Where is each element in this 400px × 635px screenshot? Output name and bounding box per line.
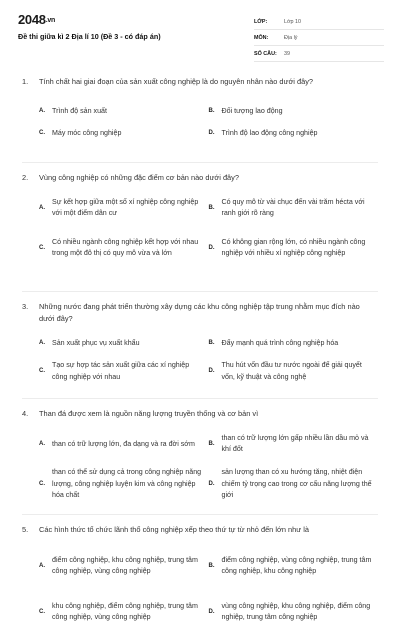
meta-label: SỐ CÂU: <box>254 50 277 57</box>
options <box>39 100 378 144</box>
options <box>39 333 378 389</box>
option-text: than có trữ lượng lớn, đa dạng và ra đời sớm <box>52 439 195 448</box>
option-row <box>39 100 378 122</box>
option-text: khu công nghiệp, điểm công nghiệp, trung tâm công nghiệp, vùng công nghiệp <box>52 601 198 622</box>
option-letter: B. <box>208 107 215 114</box>
option-letter: D. <box>208 368 215 375</box>
option-letter: A. <box>39 562 45 569</box>
option-letter: D. <box>208 608 215 615</box>
option-a[interactable] <box>39 100 209 122</box>
question-3 <box>22 292 378 398</box>
option-text: điểm công nghiệp, khu công nghiệp, trung tâm công nghiệp, vùng công nghiệp <box>52 555 198 576</box>
question-number: 1. <box>22 77 29 86</box>
option-letter: A. <box>39 340 45 347</box>
option-letter: C. <box>39 608 45 615</box>
question-text: Những nước đang phát triển thường xây dựng các khu công nghiệp tập trung nhằm mục đích nào dưới đây? <box>39 302 360 324</box>
option-letter: B. <box>208 440 215 447</box>
option-row <box>39 461 378 507</box>
option-text: sản lượng than có xu hướng tăng, nhiệt điện chiếm tỷ trọng cao trong cơ cấu năng lượng thế giới <box>221 468 372 500</box>
option-b[interactable] <box>209 427 379 461</box>
option-row <box>39 191 378 225</box>
option-letter: C. <box>39 368 45 375</box>
question-stem <box>22 524 378 536</box>
option-text: Có không gian rộng lớn, có nhiều ngành công nghiệp với nhiều xí nghiệp công nghiệp <box>221 237 366 258</box>
question-stem <box>22 408 378 420</box>
option-text: Trình độ lao động công nghiệp <box>221 128 318 137</box>
question-text: Tính chất hai giai đoạn của sản xuất công nghiệp là do nguyên nhân nào dưới đây? <box>39 77 314 86</box>
option-c[interactable] <box>39 225 209 271</box>
exam-title: Đề thi giữa kì 2 Địa lí 10 (Đề 3 - có đáp án) <box>18 32 161 41</box>
question-stem <box>22 76 378 88</box>
meta-value: 39 <box>284 50 290 57</box>
meta-value: Địa lý <box>284 34 298 41</box>
question-stem <box>22 301 378 326</box>
option-text: Đẩy mạnh quá trình công nghiệp hóa <box>221 339 339 348</box>
question-number: 4. <box>22 409 29 418</box>
option-text: điểm công nghiệp, vùng công nghiệp, trung tâm công nghiệp, khu công nghiệp <box>221 555 372 576</box>
option-row <box>39 589 378 635</box>
logo-suffix: .vn <box>45 17 55 24</box>
question-2 <box>22 163 378 291</box>
option-row <box>39 333 378 355</box>
meta-label: LỚP: <box>254 18 268 25</box>
option-a[interactable] <box>39 191 209 225</box>
option-letter: D. <box>208 244 215 251</box>
question-text: Than đá được xem là nguồn năng lượng truyền thống và cơ bản vì <box>39 409 259 418</box>
option-text: Có quy mô từ vài chục đến vài trăm hécta với ranh giới rõ ràng <box>221 197 365 218</box>
option-d[interactable] <box>209 225 379 271</box>
option-c[interactable] <box>39 589 209 635</box>
options <box>39 543 378 635</box>
option-text: Có nhiều ngành công nghiệp kết hợp với nhau trong một đô thị có quy mô vừa và lớn <box>52 237 199 258</box>
question-number: 5. <box>22 525 29 534</box>
options <box>39 191 378 271</box>
option-text: Máy móc công nghiệp <box>52 128 122 137</box>
question-number: 2. <box>22 173 29 182</box>
option-letter: B. <box>208 204 215 211</box>
option-a[interactable] <box>39 427 209 461</box>
option-letter: C. <box>39 244 45 251</box>
question-5 <box>22 515 378 622</box>
option-letter: C. <box>39 480 45 487</box>
question-4 <box>22 399 378 514</box>
option-text: Trình độ sản xuất <box>52 106 107 115</box>
option-row <box>39 427 378 461</box>
option-letter: A. <box>39 107 45 114</box>
question-stem <box>22 172 378 184</box>
option-c[interactable] <box>39 122 209 144</box>
option-c[interactable] <box>39 355 209 389</box>
option-text: vùng công nghiệp, khu công nghiệp, điểm công nghiệp, trung tâm công nghiệp <box>221 601 371 622</box>
logo-text: 2048 <box>18 12 46 27</box>
option-b[interactable] <box>209 191 379 225</box>
question-text: Vùng công nghiệp có những đặc điểm cơ bản nào dưới đây? <box>39 173 239 182</box>
option-d[interactable] <box>209 355 379 389</box>
option-a[interactable] <box>39 543 209 589</box>
option-text: Sản xuất phục vụ xuất khẩu <box>52 339 140 348</box>
option-d[interactable] <box>209 122 379 144</box>
meta-row-count <box>254 46 384 62</box>
option-letter: B. <box>208 340 215 347</box>
option-letter: D. <box>208 129 215 136</box>
page-header <box>0 0 400 62</box>
question-list <box>0 76 400 622</box>
option-text: than có trữ lượng lớn gấp nhiều lần dầu mỏ và khí đốt <box>221 433 369 454</box>
option-text: than có thể sử dụng cả trong công nghiệp năng lượng, công nghiệp luyện kim và công nghiệp hóa chất <box>52 468 202 500</box>
option-text: Tạo sự hợp tác sản xuất giữa các xí nghiệp công nghiệp với nhau <box>52 361 190 381</box>
option-text: Sự kết hợp giữa một số xí nghiệp công nghiệp với một điểm dân cư <box>52 197 199 218</box>
option-letter: A. <box>39 440 45 447</box>
option-row <box>39 355 378 389</box>
meta-row-class <box>254 14 384 30</box>
question-text: Các hình thức tổ chức lãnh thổ công nghiệp xếp theo thứ tự từ nhỏ đến lớn như là <box>39 525 309 534</box>
option-letter: A. <box>39 204 45 211</box>
exam-meta <box>254 14 384 62</box>
options <box>39 427 378 507</box>
meta-value: Lớp 10 <box>284 18 302 25</box>
option-text: Thu hút vốn đầu tư nước ngoài để giải quyết vốn, kỹ thuật và công nghệ <box>221 361 362 381</box>
option-text: Đối tượng lao động <box>221 106 283 115</box>
option-b[interactable] <box>209 543 379 589</box>
question-1 <box>22 76 378 162</box>
option-b[interactable] <box>209 100 379 122</box>
option-row <box>39 225 378 271</box>
meta-row-subject <box>254 30 384 46</box>
question-number: 3. <box>22 302 29 311</box>
option-row <box>39 122 378 144</box>
option-letter: D. <box>208 480 215 487</box>
option-letter: C. <box>39 129 45 136</box>
site-logo[interactable] <box>18 12 55 27</box>
meta-label: MÔN: <box>254 34 269 41</box>
option-d[interactable] <box>209 461 379 507</box>
option-b[interactable] <box>209 333 379 355</box>
option-letter: B. <box>208 562 215 569</box>
option-c[interactable] <box>39 461 209 507</box>
option-row <box>39 543 378 589</box>
option-d[interactable] <box>209 589 379 635</box>
option-a[interactable] <box>39 333 209 355</box>
